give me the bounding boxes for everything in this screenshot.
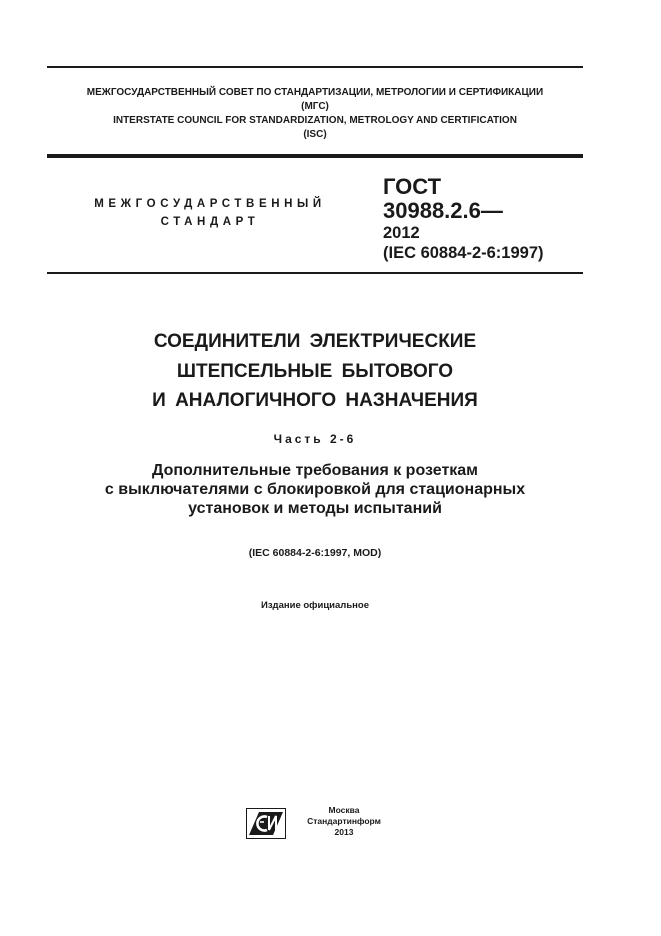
standard-type-line2: СТАНДАРТ — [160, 216, 260, 228]
document-title — [47, 327, 583, 416]
council-abbr-ru: (МГС) — [301, 101, 329, 112]
title-line2: ШТЕПСЕЛЬНЫЕ БЫТОВОГО — [176, 360, 454, 382]
header-divider — [47, 154, 583, 158]
subtitle-line1: Дополнительные требования к розеткам — [151, 462, 479, 479]
standard-type-label — [60, 195, 360, 231]
top-rule — [47, 66, 583, 68]
publisher-block — [298, 805, 390, 838]
publisher-city: Москва — [328, 805, 360, 815]
gost-iec-reference: (IEC 60884-2-6:1997) — [383, 244, 544, 262]
council-name-en: INTERSTATE COUNCIL FOR STANDARDIZATION, METROLOGY AND CERTIFICATION — [113, 115, 517, 126]
gost-number: 30988.2.6— — [383, 198, 503, 223]
subtitle-line3: установок и методы испытаний — [188, 500, 442, 517]
council-header — [47, 86, 583, 142]
standard-type-line1: МЕЖГОСУДАРСТВЕННЫЙ — [94, 198, 326, 210]
gost-designation — [383, 175, 583, 263]
council-abbr-en: (ISC) — [303, 129, 327, 140]
publisher-year: 2013 — [334, 827, 354, 837]
gost-prefix: ГОСТ — [383, 174, 442, 199]
iec-modification: (IEC 60884-2-6:1997, MOD) — [248, 547, 382, 559]
designation-divider — [47, 272, 583, 274]
gost-year: 2012 — [383, 224, 420, 242]
edition-label: Издание официальное — [261, 600, 369, 611]
title-line1: СОЕДИНИТЕЛИ ЭЛЕКТРИЧЕСКИЕ — [153, 331, 477, 352]
part-number: Часть 2-6 — [273, 432, 357, 446]
council-name-ru: МЕЖГОСУДАРСТВЕННЫЙ СОВЕТ ПО СТАНДАРТИЗАЦИИ, МЕТРОЛОГИИ И СЕРТИФИКАЦИИ — [86, 87, 544, 98]
document-subtitle — [40, 461, 590, 518]
publisher-name: Стандартинформ — [307, 816, 381, 826]
subtitle-line2: с выключателями с блокировкой для стационарных — [104, 481, 526, 498]
standartinform-logo-icon — [246, 808, 286, 839]
title-line3: И АНАЛОГИЧНОГО НАЗНАЧЕНИЯ — [152, 390, 478, 411]
